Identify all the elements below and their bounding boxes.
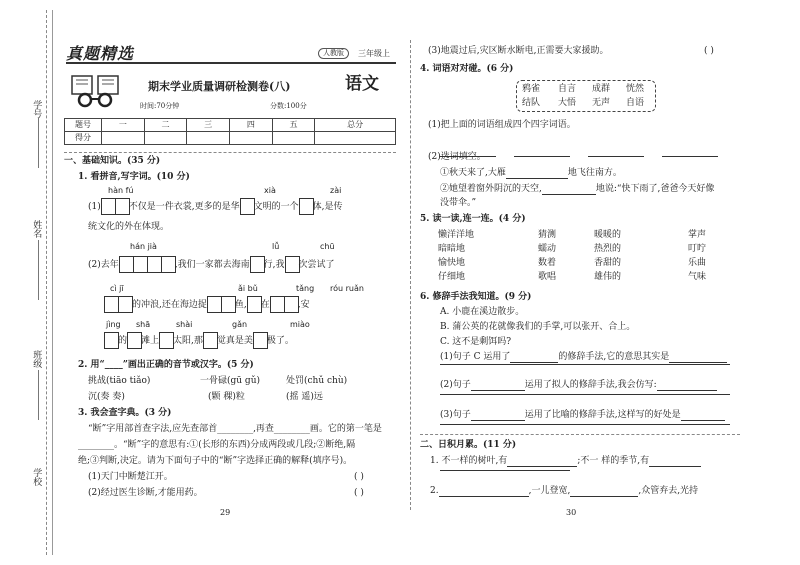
score-cell: 题号 bbox=[65, 119, 102, 132]
pinyin: shā bbox=[136, 320, 151, 329]
s2-q2 bbox=[430, 486, 698, 497]
q6-fill bbox=[440, 352, 727, 363]
answer-line[interactable] bbox=[649, 466, 701, 467]
pinyin: chū bbox=[320, 242, 335, 251]
answer-line[interactable] bbox=[506, 178, 568, 179]
text: (3)句子 bbox=[440, 410, 471, 420]
text: 不仅是一件衣裳,更多的是华 bbox=[128, 202, 240, 212]
q1-line4 bbox=[104, 332, 294, 349]
binding-line-solid bbox=[52, 10, 53, 555]
char-box[interactable] bbox=[270, 296, 285, 313]
q3-sentence: (3)地震过后,灾区断水断电,正需要大家援助。 bbox=[428, 46, 609, 56]
pinyin: lǚ bbox=[272, 242, 280, 251]
s2-q1 bbox=[430, 456, 701, 467]
text: 的冲浪,还在海边捉 bbox=[132, 300, 207, 310]
q3-title: 3. 我会查字典。(3 分) bbox=[78, 408, 172, 418]
pinyin: zài bbox=[330, 186, 342, 195]
pinyin: xià bbox=[264, 186, 276, 195]
word: 成群 bbox=[592, 84, 611, 94]
score-input[interactable] bbox=[144, 132, 187, 145]
answer-line[interactable] bbox=[471, 390, 525, 391]
pinyin: hán jià bbox=[130, 242, 157, 251]
pinyin: gǎn bbox=[232, 320, 248, 329]
text: 地说:“快下雨了,爸爸今天好像 bbox=[595, 184, 715, 194]
score-header-row bbox=[65, 119, 396, 132]
exam-title: 期末学业质量调研检测卷(八) bbox=[148, 80, 291, 93]
q4-fill bbox=[440, 168, 622, 179]
answer-line[interactable] bbox=[570, 496, 638, 497]
score-cell: 二 bbox=[144, 119, 187, 132]
text: 运用了比喻的修辞手法,这样写的好处是 bbox=[524, 410, 681, 420]
char-box[interactable] bbox=[161, 256, 176, 273]
page-divider bbox=[410, 40, 411, 510]
text: ,安 bbox=[297, 300, 310, 310]
label-line-3 bbox=[38, 370, 39, 420]
word: 鸦雀 bbox=[522, 84, 541, 94]
answer-line[interactable] bbox=[681, 420, 725, 421]
text: ,众管弃去,光持 bbox=[638, 486, 699, 496]
char-box[interactable] bbox=[159, 332, 174, 349]
score-cell: 五 bbox=[272, 119, 315, 132]
q3-para: “断”字用部首查字法,应先查部首________,再查________画。它的第一笔是 bbox=[88, 424, 382, 434]
text: 太阳,那 bbox=[173, 336, 203, 346]
q2-item[interactable]: 处罚(chǔ chù) bbox=[286, 376, 348, 386]
text: 体,是传 bbox=[312, 202, 343, 212]
score-input[interactable] bbox=[272, 132, 315, 145]
word: 自语 bbox=[626, 98, 645, 108]
answer-line[interactable] bbox=[507, 466, 577, 467]
answer-line[interactable] bbox=[657, 390, 717, 391]
char-box[interactable] bbox=[207, 296, 222, 313]
header-rule bbox=[66, 62, 396, 64]
match-word[interactable]: 猜测 bbox=[538, 230, 557, 240]
match-word[interactable]: 暖暖的 bbox=[594, 230, 622, 240]
score-input[interactable] bbox=[187, 132, 230, 145]
match-word[interactable]: 雄伟的 bbox=[594, 272, 622, 282]
match-word[interactable]: 歌唱 bbox=[538, 272, 557, 282]
section1-heading: 一、基础知识。(35 分) bbox=[64, 156, 161, 166]
subject-title: 语文 bbox=[345, 74, 379, 94]
pinyin: hàn fú bbox=[108, 186, 134, 195]
char-box[interactable] bbox=[127, 332, 142, 349]
answer-line[interactable] bbox=[662, 156, 718, 157]
q3-para: ________。“断”字的意思有:①(长形的东西)分成两段或几段;②断绝,隔 bbox=[78, 440, 356, 450]
q4-sub: (1)把上面的词语组成四个四字词语。 bbox=[428, 120, 576, 130]
word: 恍然 bbox=[626, 84, 645, 94]
q3-para: 绝;③判断,决定。请为下面句子中的“断”字选择正确的解释(填序号)。 bbox=[78, 456, 353, 466]
pinyin: ǎi bǔ bbox=[238, 284, 258, 293]
q6-fill bbox=[440, 410, 725, 421]
section2-heading: 二、日积月累。(11 分) bbox=[420, 440, 517, 450]
text: 次尝试了 bbox=[298, 260, 335, 270]
text: ;不一 样的季节,有 bbox=[577, 456, 650, 466]
answer-line[interactable] bbox=[440, 394, 730, 395]
label-class: 班级 bbox=[31, 350, 42, 368]
char-box[interactable] bbox=[104, 296, 119, 313]
answer-line[interactable] bbox=[542, 194, 596, 195]
char-box[interactable] bbox=[104, 332, 119, 349]
text: 地飞往南方。 bbox=[567, 168, 622, 178]
section-rule bbox=[420, 434, 740, 435]
q1-line3 bbox=[104, 296, 310, 313]
text: 极了。 bbox=[266, 336, 294, 346]
text: (1) bbox=[88, 202, 101, 212]
text: (2)去年 bbox=[88, 260, 119, 270]
answer-paren[interactable]: ( ) bbox=[704, 46, 714, 56]
exam-score: 分数:100分 bbox=[270, 102, 307, 110]
binding-line bbox=[46, 10, 47, 555]
answer-line[interactable] bbox=[439, 496, 529, 497]
q6-option: C. 这不是剩饵吗? bbox=[440, 337, 512, 347]
score-input[interactable] bbox=[102, 132, 145, 145]
q4-fill-cont: 没带伞。” bbox=[440, 198, 477, 208]
text: 2. bbox=[430, 486, 439, 496]
char-box[interactable] bbox=[119, 256, 134, 273]
answer-line[interactable] bbox=[440, 424, 730, 425]
q2-item[interactable]: (颗 稞)粒 bbox=[208, 392, 245, 402]
match-word[interactable]: 掌声 bbox=[688, 230, 707, 240]
score-cell: 总分 bbox=[315, 119, 396, 132]
char-box[interactable] bbox=[221, 296, 236, 313]
answer-line[interactable] bbox=[440, 470, 570, 471]
edition-badge: 人教版 bbox=[318, 48, 349, 59]
char-box[interactable] bbox=[285, 256, 300, 273]
match-word[interactable]: 懒洋洋地 bbox=[438, 230, 475, 240]
word: 大悟 bbox=[558, 98, 577, 108]
char-box[interactable] bbox=[247, 296, 262, 313]
char-box[interactable] bbox=[115, 198, 130, 215]
q2-item[interactable]: 挑战(tiāo tiǎo) bbox=[88, 376, 151, 386]
text: (1)句子 C 运用了 bbox=[440, 352, 511, 362]
section-rule bbox=[64, 152, 396, 153]
match-word[interactable]: 暗暗地 bbox=[438, 244, 466, 254]
match-word[interactable]: 愉快地 bbox=[438, 258, 466, 268]
score-cell: 得分 bbox=[65, 132, 102, 145]
answer-line[interactable] bbox=[440, 364, 730, 365]
match-word[interactable]: 热烈的 bbox=[594, 244, 622, 254]
score-cell: 四 bbox=[230, 119, 273, 132]
text: ②她望着窗外阴沉的天空, bbox=[440, 184, 542, 194]
q2-item[interactable]: 一骨碌(gū gǔ) bbox=[200, 376, 260, 386]
score-table bbox=[64, 118, 396, 145]
label-student-no: 学号 bbox=[31, 100, 42, 118]
text: ,一儿登宽, bbox=[528, 486, 571, 496]
char-box[interactable] bbox=[253, 332, 268, 349]
char-box[interactable] bbox=[118, 296, 133, 313]
score-cell: 三 bbox=[187, 119, 230, 132]
char-box[interactable] bbox=[299, 198, 314, 215]
answer-paren[interactable]: ( ) bbox=[354, 488, 364, 498]
q1-title: 1. 看拼音,写字词。(10 分) bbox=[78, 172, 190, 182]
score-row bbox=[65, 132, 396, 145]
char-box[interactable] bbox=[203, 332, 218, 349]
text: (2)句子 bbox=[440, 380, 471, 390]
char-box[interactable] bbox=[133, 256, 148, 273]
q1-line1 bbox=[88, 198, 343, 215]
q3-sentence: (1)天门中断楚江开。 bbox=[88, 472, 173, 482]
char-box[interactable] bbox=[101, 198, 116, 215]
match-word[interactable]: 叮咛 bbox=[688, 244, 707, 254]
exam-time: 时间:70分钟 bbox=[140, 102, 180, 110]
answer-line[interactable] bbox=[588, 156, 644, 157]
match-word[interactable]: 香甜的 bbox=[594, 258, 622, 268]
match-word[interactable]: 乐曲 bbox=[688, 258, 707, 268]
match-word[interactable]: 蠕动 bbox=[538, 244, 557, 254]
q1-line2 bbox=[88, 256, 335, 273]
answer-line[interactable] bbox=[471, 420, 525, 421]
text: 文明的一个 bbox=[253, 202, 299, 212]
pinyin: róu ruǎn bbox=[330, 284, 364, 293]
pinyin: shài bbox=[176, 320, 193, 329]
text: 滩上 bbox=[141, 336, 160, 346]
word: 结队 bbox=[522, 98, 541, 108]
pinyin: jìng bbox=[106, 320, 121, 329]
book-glasses-icon bbox=[70, 74, 122, 108]
label-name: 姓名 bbox=[31, 220, 42, 238]
text: 运用了拟人的修辞手法,我会仿写: bbox=[524, 380, 657, 390]
grade-label: 三年级上 bbox=[358, 49, 390, 58]
answer-paren[interactable]: ( ) bbox=[354, 472, 364, 482]
text: 鱼, bbox=[234, 300, 247, 310]
q4-sub: (2)选词填空。 bbox=[428, 152, 486, 162]
page-number-left: 29 bbox=[220, 508, 231, 517]
text: ,我们一家都去海南 bbox=[174, 260, 250, 270]
pinyin: tǎng bbox=[296, 284, 315, 293]
char-box[interactable] bbox=[284, 296, 299, 313]
page-number-right: 30 bbox=[566, 508, 577, 517]
q3-sentence: (2)经过医生诊断,才能用药。 bbox=[88, 488, 203, 498]
q2-title: 2. 用“____”画出正确的音节或汉字。(5 分) bbox=[78, 360, 254, 370]
char-box[interactable] bbox=[240, 198, 255, 215]
q2-item[interactable]: (摇 遥)远 bbox=[286, 392, 323, 402]
label-line-2 bbox=[38, 240, 39, 300]
text: 的 bbox=[118, 336, 128, 346]
pinyin: miào bbox=[290, 320, 310, 329]
score-input[interactable] bbox=[230, 132, 273, 145]
label-line-1 bbox=[38, 118, 39, 168]
word: 无声 bbox=[592, 98, 611, 108]
q6-option: A. 小鹿在溪边散步。 bbox=[440, 307, 525, 317]
match-word[interactable]: 数着 bbox=[538, 258, 557, 268]
text: 在 bbox=[260, 300, 270, 310]
pinyin: cì jī bbox=[110, 284, 124, 293]
q2-item[interactable]: 沉(奏 奏) bbox=[88, 392, 125, 402]
match-word[interactable]: 仔细地 bbox=[438, 272, 466, 282]
char-box[interactable] bbox=[250, 256, 265, 273]
q4-fill bbox=[440, 184, 714, 195]
text: 觉真是美 bbox=[216, 336, 253, 346]
answer-line[interactable] bbox=[514, 156, 570, 157]
text: 的修辞手法,它的意思其实是 bbox=[558, 352, 670, 362]
word: 自言 bbox=[558, 84, 577, 94]
q6-fill bbox=[440, 380, 717, 391]
text: ①秋天来了,大雁 bbox=[440, 168, 506, 178]
score-cell: 一 bbox=[102, 119, 145, 132]
q5-title: 5. 读一读,连一连。(4 分) bbox=[420, 214, 526, 224]
brand-logo: 真题精选 bbox=[66, 44, 135, 63]
q6-title: 6. 修辞手法我知道。(9 分) bbox=[420, 292, 532, 302]
text: 行,我 bbox=[263, 260, 285, 270]
score-input[interactable] bbox=[315, 132, 396, 145]
text: 1. 不一样的树叶,有 bbox=[430, 456, 508, 466]
char-box[interactable] bbox=[147, 256, 162, 273]
q1-line1-cont: 统文化的外在体现。 bbox=[88, 222, 170, 232]
q6-option: B. 蒲公英的花就像我们的手掌,可以张开、合上。 bbox=[440, 322, 636, 332]
label-school: 学校 bbox=[31, 468, 42, 486]
match-word[interactable]: 气味 bbox=[688, 272, 707, 282]
q4-title: 4. 词语对对碰。(6 分) bbox=[420, 64, 514, 74]
